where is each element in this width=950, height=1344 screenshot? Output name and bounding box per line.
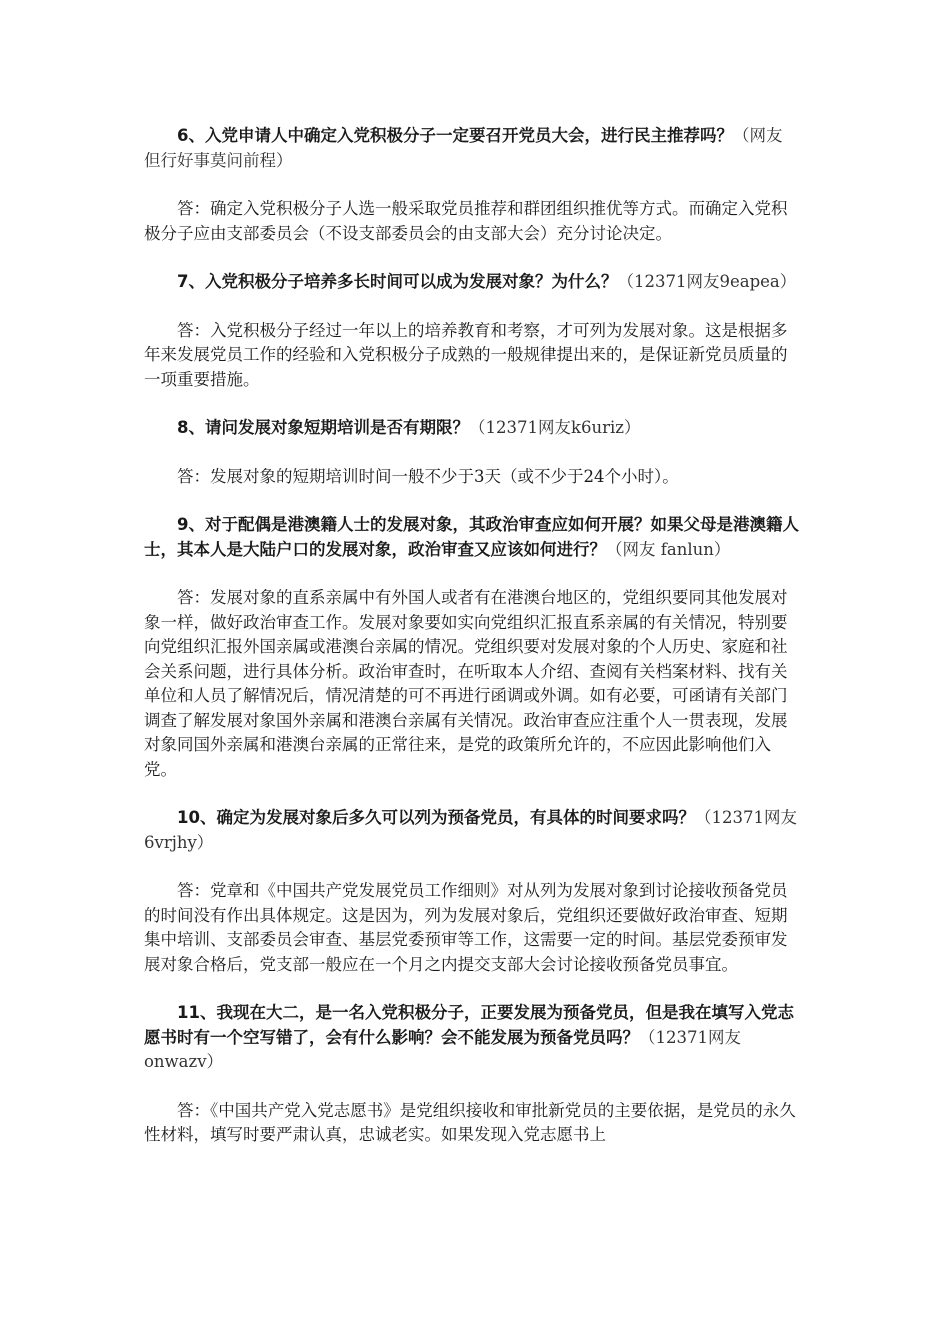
question bbox=[144, 1001, 800, 1075]
answer: 答：党章和《中国共产党发展党员工作细则》对从列为发展对象到讨论接收预备党员的时间没有作出具体规定。这是因为，列为发展对象后，党组织还要做好政治审查、短期集中培训、支部委员会审查、基层党委预审等工作，这需要一定的时间。基层党委预审发展对象合格后，党支部一般应在一个月之内提交支部大会讨论接收预备党员事宜。 bbox=[144, 881, 788, 974]
question bbox=[144, 416, 800, 441]
question bbox=[144, 124, 800, 173]
question-text: 7、入党积极分子培养多长时间可以成为发展对象？为什么？ bbox=[177, 272, 618, 291]
qa-item-11 bbox=[144, 1001, 800, 1148]
question-text: 6、入党申请人中确定入党积极分子一定要召开党员大会，进行民主推荐吗？ bbox=[177, 126, 733, 145]
qa-item-7 bbox=[144, 270, 800, 392]
answer: 答：《中国共产党入党志愿书》是党组织接收和审批新党员的主要依据，是党员的永久性材料，填写时要严肃认真，忠诚老实。如果发现入党志愿书上 bbox=[144, 1100, 796, 1144]
answer: 答：确定入党积极分子人选一般采取党员推荐和群团组织推优等方式。而确定入党积极分子应由支部委员会（不设支部委员会的由支部大会）充分讨论决定。 bbox=[144, 199, 788, 243]
qa-item-6 bbox=[144, 124, 800, 246]
qa-item-9 bbox=[144, 513, 800, 782]
question-text: 8、请问发展对象短期培训是否有期限？ bbox=[177, 418, 469, 437]
question bbox=[144, 513, 800, 562]
question bbox=[144, 270, 800, 295]
question-source: （12371网友9eapea） bbox=[617, 272, 797, 291]
answer: 答：发展对象的短期培训时间一般不少于3天（或不少于24个小时）。 bbox=[177, 466, 679, 486]
answer: 答：发展对象的直系亲属中有外国人或者有在港澳台地区的，党组织要同其他发展对象一样，做好政治审查工作。发展对象要如实向党组织汇报直系亲属的有关情况，特别要向党组织汇报外国亲属或港澳台亲属的情况。党组织要对发展对象的个人历史、家庭和社会关系问题，进行具体分析。政治审查时，在听取本人介绍、查阅有关档案材料、找有关单位和人员了解情况后，情况清楚的可不再进行函调或外调。如有必要，可函请有关部门调查了解发展对象国外亲属和港澳台亲属有关情况。政治审查应注重个人一贯表现，发展对象同国外亲属和港澳台亲属的正常往来，是党的政策所允许的，不应因此影响他们入党。 bbox=[144, 588, 788, 779]
qa-item-8 bbox=[144, 416, 800, 489]
question-source: （网友 fanlun） bbox=[606, 539, 731, 559]
question-source: （12371网友k6uriz） bbox=[468, 418, 641, 437]
question-source: （12371网友6vrjhy） bbox=[144, 808, 797, 852]
question-text: 11、我现在大二，是一名入党积极分子，正要发展为预备党员，但是我在填写入党志愿书时有一个空写错了，会有什么影响？会不能发展为预备党员吗？ bbox=[144, 1003, 794, 1047]
question-text: 9、对于配偶是港澳籍人士的发展对象，其政治审查应如何开展？如果父母是港澳籍人士，其本人是大陆户口的发展对象，政治审查又应该如何进行？ bbox=[144, 515, 799, 559]
question bbox=[144, 806, 800, 855]
question-source: （网友 但行好事莫问前程） bbox=[144, 126, 799, 170]
answer: 答：入党积极分子经过一年以上的培养教育和考察，才可列为发展对象。这是根据多年来发展党员工作的经验和入党积极分子成熟的一般规律提出来的，是保证新党员质量的一项重要措施。 bbox=[144, 320, 788, 389]
question-source: （12371网友onwazv） bbox=[144, 1027, 741, 1071]
question-text: 10、确定为发展对象后多久可以列为预备党员，有具体的时间要求吗？ bbox=[177, 808, 695, 827]
qa-item-10 bbox=[144, 806, 800, 977]
